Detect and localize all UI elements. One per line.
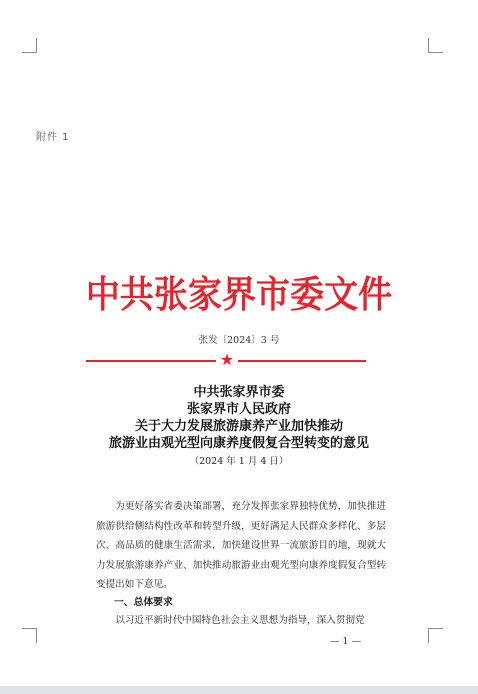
crop-mark-bottom-left [22, 628, 37, 643]
section-heading: 一、总体要求 [114, 597, 173, 608]
document-number: 张发〔2024〕3 号 [198, 335, 280, 346]
title-line: 旅游业由观光型向康养度假复合型转变的意见 [108, 436, 369, 451]
document-masthead: 中共张家界市委文件 [85, 272, 393, 316]
issuer-line: 中共张家界市委 [193, 385, 285, 400]
viewer-bottom-strip [0, 686, 478, 694]
crop-mark-bottom-right [428, 628, 443, 643]
red-rule-right [238, 360, 366, 362]
attachment-label: 附件 1 [36, 132, 70, 143]
intro-paragraph: 为更好落实省委决策部署，充分发挥张家界独特优势，加快推进旅游供给侧结构性改革和转型升级，更好满足人民群众多样化、多层次、高品质的健康生活需求，加快建设世界一流旅游目的地，现就大力发展旅游康养产业、加快推动旅游业由观光型向康养度假复合型转变提出如下意见。 [96, 501, 386, 591]
title-block [0, 384, 478, 470]
section-paragraph: 以习近平新时代中国特色社会主义思想为指导，深入贯彻党 [115, 615, 365, 626]
crop-mark-top-right [428, 38, 443, 53]
red-rule-left [86, 360, 216, 362]
issuer-line: 张家界市人民政府 [186, 402, 291, 417]
page-number: — 1 — [330, 636, 362, 647]
intro-paragraph-block [96, 497, 386, 595]
star-icon: ★ [219, 350, 235, 369]
crop-mark-top-left [22, 38, 37, 53]
document-date: （2024 年 1 月 4 日） [189, 456, 289, 467]
title-line: 关于大力发展旅游康养产业加快推动 [134, 419, 343, 434]
